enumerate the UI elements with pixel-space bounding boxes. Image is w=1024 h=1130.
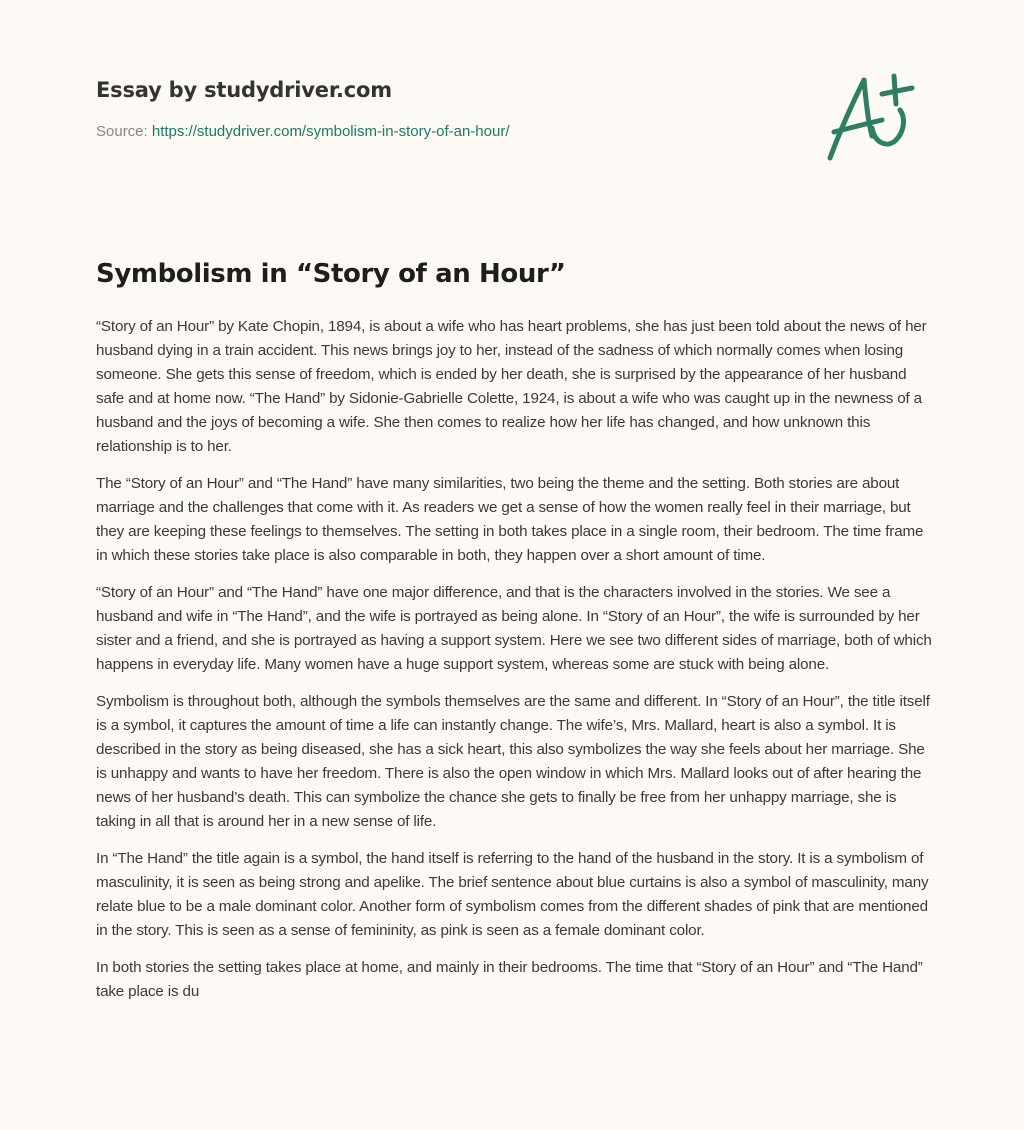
a-plus-grade-icon: [820, 66, 930, 166]
essay-title: Symbolism in “Story of an Hour”: [96, 259, 566, 289]
essay-paragraph: “Story of an Hour” and “The Hand” have one major difference, and that is the characters involved in the stories. We see a husband and wife in “The Hand”, and the wife is portrayed as being alone. In “Story of an Hour”, the wife is surrounded by her sister and a friend, and she is portrayed as having a support system. Here we see two different sides of marriage, both of which happens in everyday life. Many women have a huge support system, whereas some are stuck with being alone.: [96, 584, 932, 673]
essay-body: [96, 315, 932, 1017]
page-header: [96, 74, 936, 142]
essay-paragraph: “Story of an Hour” by Kate Chopin, 1894, is about a wife who has heart problems, she has just been told about the news of her husband dying in a train accident. This news brings joy to her, instead of the sadness of which normally comes when losing someone. She gets this sense of freedom, which is ended by her death, she is surprised by the appearance of her husband safe and at home now. “The Hand” by Sidonie-Gabrielle Colette, 1924, is about a wife who was caught up in the newness of a husband and the joys of becoming a wife. She then comes to realize how her life has changed, and how unknown this relationship is to her.: [96, 318, 927, 455]
essay-paragraph: In both stories the setting takes place at home, and mainly in their bedrooms. The time that “Story of an Hour” and “The Hand” take place is du: [96, 959, 923, 1000]
essay-paragraph: In “The Hand” the title again is a symbol, the hand itself is referring to the hand of the husband in the story. It is a symbolism of masculinity, it is seen as being strong and apelike. The brief sentence about blue curtains is also a symbol of masculinity, many relate blue to be a male dominant color. Another form of symbolism comes from the different shades of pink that are mentioned in the story. This is seen as a sense of femininity, as pink is seen as a female dominant color.: [96, 850, 929, 939]
essay-paragraph: Symbolism is throughout both, although the symbols themselves are the same and different. In “Story of an Hour”, the title itself is a symbol, it captures the amount of time a life can instantly change. The wife’s, Mrs. Mallard, heart is also a symbol. It is described in the story as being diseased, she has a sick heart, this also symbolizes the way she feels about her marriage. She is unhappy and wants to have her freedom. There is also the open window in which Mrs. Mallard looks out of after hearing the news of her husband’s death. This can symbolize the chance she gets to finally be free from her unhappy marriage, she is taking in all that is around her in a new sense of life.: [96, 693, 930, 830]
source-link[interactable]: https://studydriver.com/symbolism-in-story-of-an-hour/: [151, 123, 510, 140]
source-label: Source:: [96, 123, 148, 140]
essay-paragraph: The “Story of an Hour” and “The Hand” have many similarities, two being the theme and the setting. Both stories are about marriage and the challenges that come with it. As readers we get a sense of how the women really feel in their marriage, but they are keeping these feelings to themselves. The setting in both takes place in a single room, their bedroom. The time frame in which these stories take place is also comparable in both, they happen over a short amount of time.: [96, 475, 924, 564]
site-title: Essay by studydriver.com: [96, 78, 392, 102]
source-line: [96, 122, 936, 142]
